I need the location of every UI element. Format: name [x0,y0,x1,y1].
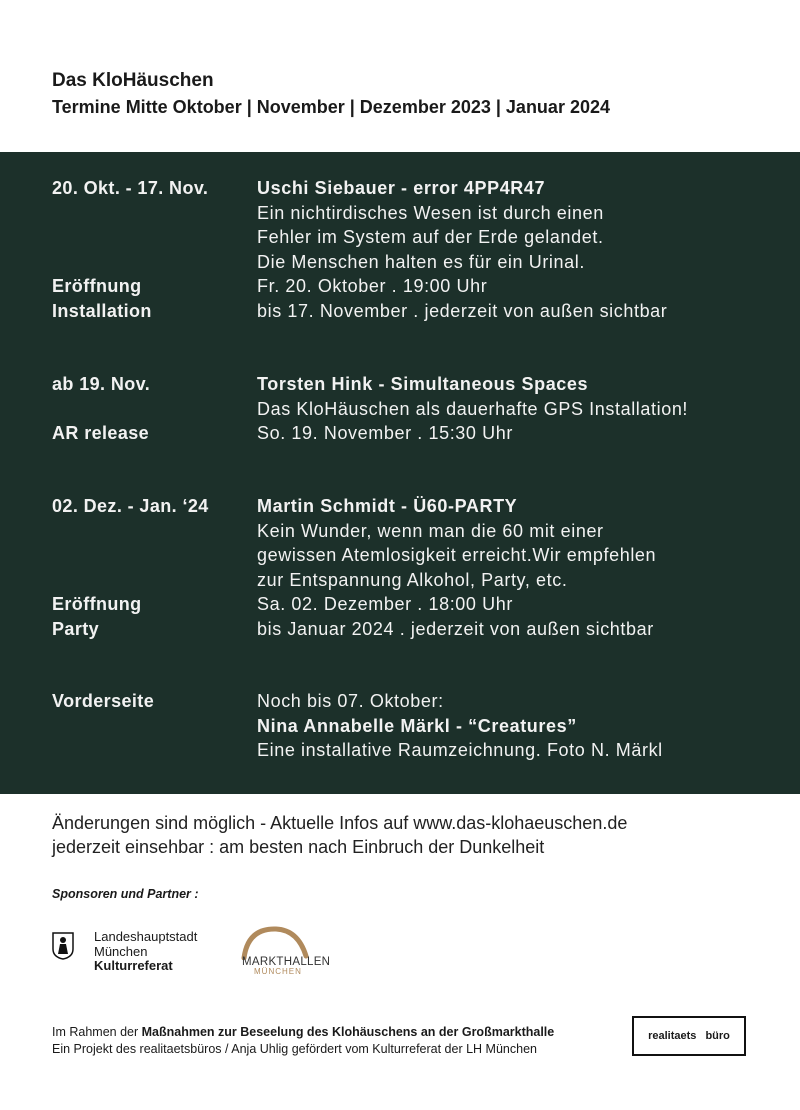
header [52,68,610,120]
description-text: Kein Wunder, wenn man die 60 mit einer [257,520,604,541]
page-title: Das KloHäuschen [52,70,214,91]
notes [52,811,627,859]
event-title: Torsten Hink - Simultaneous Spaces [257,374,589,394]
footer-prefix: Im Rahmen der [52,1025,142,1039]
lhm-line: Kulturreferat [94,958,173,973]
description-text: zur Entspannung Alkohol, Party, etc. [257,569,568,590]
event-title-row [0,372,800,397]
logo-landeshauptstadt-muenchen [52,930,232,978]
event-detail-row [0,274,800,299]
markthallen-subtext: MÜNCHEN [254,967,302,976]
detail-label: Eröffnung [52,276,142,296]
arch-icon [240,926,310,960]
event-title-row [0,176,800,201]
sponsors-heading: Sponsoren und Partner : [52,887,199,901]
event-detail-row [0,592,800,617]
page-subtitle: Termine Mitte Oktober | November | Dezember 2023 | Januar 2024 [52,97,610,117]
event-torsten-hink [0,372,800,446]
event-description-line [0,543,800,568]
event-date: 20. Okt. - 17. Nov. [52,178,209,198]
event-title: Martin Schmidt - Ü60-PARTY [257,496,518,516]
event-title: Nina Annabelle Märkl - “Creatures” [257,715,577,736]
event-detail-row [0,299,800,324]
events-panel [0,152,800,794]
event-description-line [0,519,800,544]
event-description-line [0,225,800,250]
event-title: Uschi Siebauer - error 4PP4R47 [257,178,546,198]
detail-label: Installation [52,300,152,321]
event-caption-row [0,738,800,763]
realitaetsbuero-stamp: realitaets büro [632,1016,746,1056]
detail-label: Party [52,618,100,639]
description-text: gewissen Atemlosigkeit erreicht.Wir empfehlen [257,545,657,565]
event-title-row [0,714,800,739]
footer-line-1 [52,1024,554,1041]
description-text: Ein nichtirdisches Wesen ist durch einen [257,202,604,223]
event-date: 02. Dez. - Jan. ‘24 [52,496,209,516]
event-description-line [0,201,800,226]
event-uschi-siebauer [0,176,800,323]
event-intro: Noch bis 07. Oktober: [257,691,444,711]
detail-value: So. 19. November . 15:30 Uhr [257,423,513,443]
description-text: Die Menschen halten es für ein Urinal. [257,251,585,272]
footer [52,1024,554,1058]
description-text: Das KloHäuschen als dauerhafte GPS Installation! [257,398,689,419]
event-vorderseite [0,689,800,763]
munich-crest-icon [52,932,74,960]
lhm-text [94,930,197,974]
detail-value: bis Januar 2024 . jederzeit von außen sichtbar [257,618,654,639]
event-description-line [0,397,800,422]
event-title-row [0,689,800,714]
event-detail-row [0,421,800,446]
event-description-line [0,568,800,593]
event-caption: Eine installative Raumzeichnung. Foto N. Märkl [257,740,663,760]
footer-bold: Maßnahmen zur Beseelung des Klohäuschens an der Großmarkthalle [141,1025,555,1039]
event-title-row [0,494,800,519]
event-martin-schmidt [0,494,800,641]
detail-label: AR release [52,423,150,443]
event-date: ab 19. Nov. [52,374,151,394]
logo-markthallen [240,926,360,982]
lhm-line: Landeshauptstadt [94,929,198,944]
notes-line: jederzeit einsehbar : am besten nach Einbruch der Dunkelheit [52,837,545,857]
detail-value: bis 17. November . jederzeit von außen sichtbar [257,300,668,321]
event-description-line [0,250,800,275]
notes-line: Änderungen sind möglich - Aktuelle Infos auf www.das-klohaeuschen.de [52,813,628,833]
detail-label: Eröffnung [52,594,142,614]
event-detail-row [0,617,800,642]
footer-line-2: Ein Projekt des realitaetsbüros / Anja Uhlig gefördert vom Kulturreferat der LH München [52,1042,537,1056]
event-date: Vorderseite [52,691,155,711]
markthallen-text: MARKTHALLEN [242,956,331,968]
detail-value: Sa. 02. Dezember . 18:00 Uhr [257,594,513,614]
lhm-line: München [94,943,148,959]
detail-value: Fr. 20. Oktober . 19:00 Uhr [257,276,488,296]
description-text: Fehler im System auf der Erde gelandet. [257,227,604,247]
